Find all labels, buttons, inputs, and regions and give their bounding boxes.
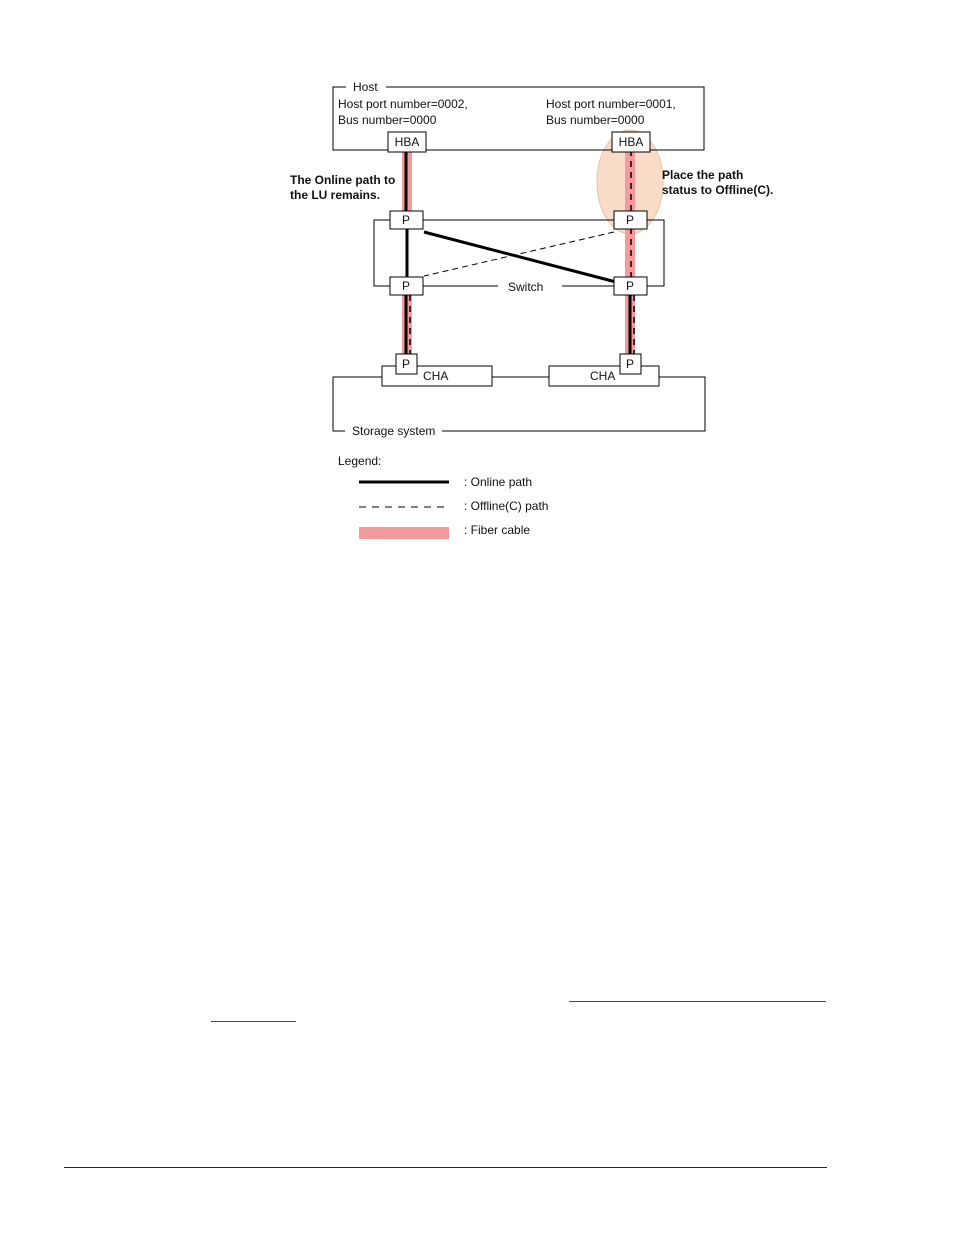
legend-fiber-label: : Fiber cable — [464, 523, 531, 537]
hba-left-label: HBA — [394, 135, 420, 149]
online-remains-line2: the LU remains. — [290, 188, 381, 202]
hba-right-label: HBA — [618, 135, 644, 149]
fiber-cable-right-switch — [625, 228, 635, 278]
switch-port-top-right-label: P — [625, 213, 635, 227]
switch-port-bottom-left-label: P — [401, 279, 411, 293]
host-label: Host — [353, 80, 378, 94]
cha-left-label: CHA — [423, 369, 449, 383]
storage-label: Storage system — [352, 424, 436, 438]
switch-label: Switch — [508, 280, 544, 294]
legend-fiber-sample — [359, 527, 449, 539]
cha-port-left-label: P — [401, 357, 411, 371]
left-host-port-line1: Host port number=0002, — [338, 97, 468, 111]
link-underline-1[interactable] — [569, 1001, 826, 1002]
left-bus-number-line2: Bus number=0000 — [338, 113, 437, 127]
online-path-switch-diagonal — [424, 232, 616, 282]
right-bus-number-line2: Bus number=0000 — [546, 113, 645, 127]
fiber-cable-right-upper — [625, 150, 635, 212]
legend-online-label: : Online path — [464, 475, 533, 489]
footer-rule — [64, 1167, 827, 1168]
switch-port-top-left-label: P — [401, 213, 411, 227]
switch-port-bottom-right-label: P — [625, 279, 635, 293]
cha-port-right-label: P — [625, 357, 635, 371]
legend-title: Legend: — [338, 454, 382, 468]
link-underline-2[interactable] — [211, 1021, 296, 1022]
online-remains-line1: The Online path to — [290, 173, 396, 187]
legend-offline-label: : Offline(C) path — [464, 499, 549, 513]
right-host-port-line1: Host port number=0001, — [546, 97, 676, 111]
cha-right-label: CHA — [590, 369, 616, 383]
place-offline-line2: status to Offline(C). — [662, 183, 774, 197]
place-offline-line1: Place the path — [662, 168, 744, 182]
